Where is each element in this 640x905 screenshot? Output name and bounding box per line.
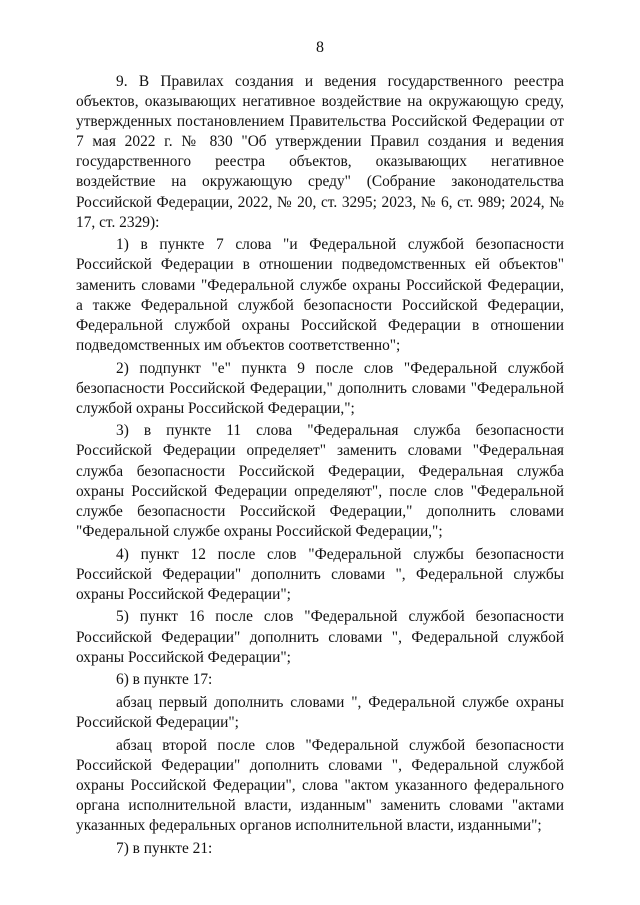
subitem-5: 5) пункт 16 после слов "Федеральной службой безопасности Российской Федерации" дополнить словами ", Федеральной службой охраны Российской Федерации";	[76, 608, 564, 666]
subitem-7: 7) в пункте 21:	[116, 839, 213, 857]
paragraph-item-9: 9. В Правилах создания и ведения государственного реестра объектов, оказывающих негативное воздействие на окружающую среду, утвержденных постановлением Правительства Российской Федерации от 7 мая 2022 г. № 830 "Об утверждении Правил создания и ведения государственного реестра объектов, оказывающих негативное воздействие на окружающую среду" (Собрание законодательства Российской Федерации, 2022, № 20, ст. 3295; 2023, № 6, ст. 989; 2024, № 17, ст. 2329):	[76, 73, 564, 231]
subitem-4: 4) пункт 12 после слов "Федеральной службы безопасности Российской Федерации" дополнить словами ", Федеральной службы охраны Российской Федерации";	[76, 545, 564, 603]
document-body	[76, 72, 564, 859]
subitem-2: 2) подпункт "е" пункта 9 после слов "Федеральной службой безопасности Российской Федерации," дополнить словами "Федеральной службой охраны Российской Федерации,";	[76, 359, 564, 417]
subitem-6-abzac-1: абзац первый дополнить словами ", Федеральной службе охраны Российской Федерации";	[76, 693, 564, 732]
page-number: 8	[316, 39, 324, 56]
subitem-6: 6) в пункте 17:	[116, 671, 213, 689]
subitem-3: 3) в пункте 11 слова "Федеральная служба безопасности Российской Федерации определяет" заменить словами "Федеральная служба безопасности Российской Федерации, Федеральная служба охраны Российской Федерации определяют", после слов "Федеральной службе безопасности Российской Федерации," дополнить словами "Федеральной службе охраны Российской Федерации,";	[76, 422, 564, 540]
subitem-6-abzac-2: абзац второй после слов "Федеральной службой безопасности Российской Федерации" дополнить словами ", Федеральной службой охраны Российской Федерации", слова "актом указанного федерального органа исполнительной власти, изданным" заменить словами "актами указанных федеральных органов исполнительной власти, изданными";	[76, 736, 564, 835]
subitem-1: 1) в пункте 7 слова "и Федеральной службой безопасности Российской Федерации в отношении подведомственных ей объектов" заменить словами "Федеральной службе охраны Российской Федерации, а также Федеральной службой безопасности Российской Федерации, Федеральной службой охраны Российской Федерации в отношении подведомственных им объектов соответственно";	[76, 236, 564, 354]
